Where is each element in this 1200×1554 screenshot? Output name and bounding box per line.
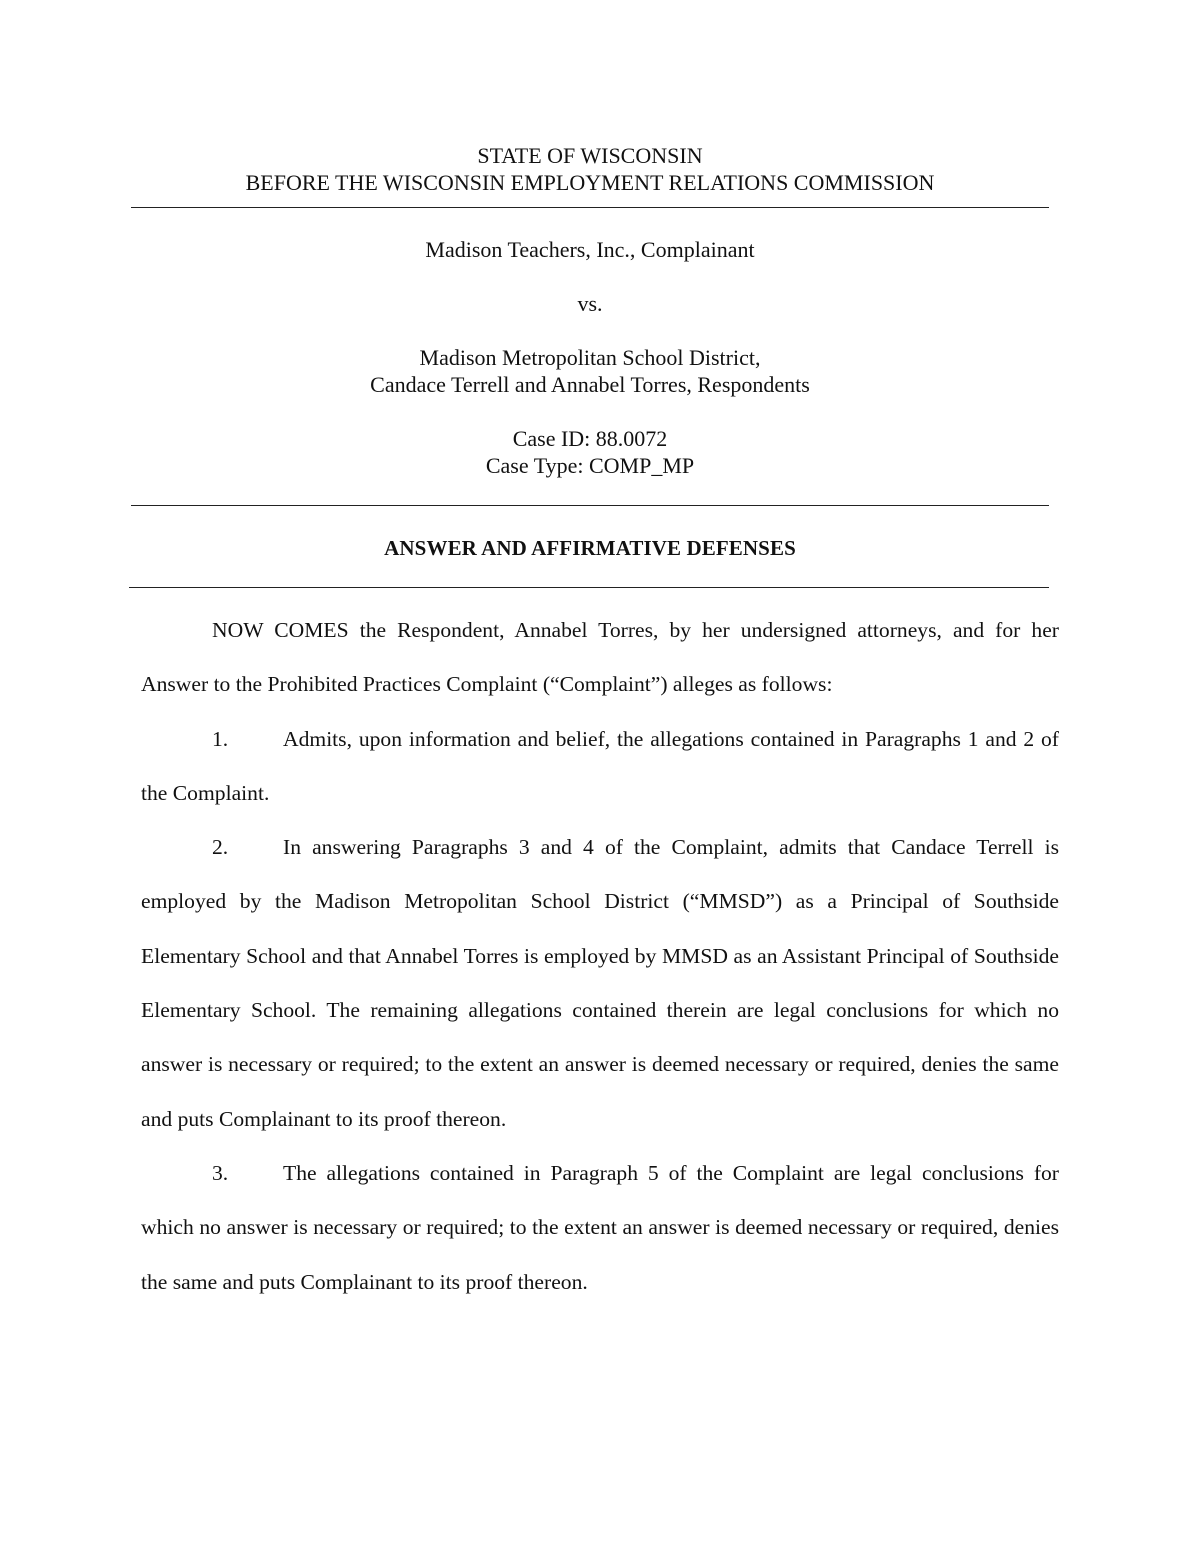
case-id: Case ID: 88.0072 — [512, 426, 668, 451]
title-divider — [129, 587, 1049, 588]
case-type: Case Type: COMP_MP — [485, 453, 695, 478]
top-divider — [131, 207, 1049, 208]
paragraph-text: The allegations contained in Paragraph 5 of the Complaint are legal conclusions for which no answer is necessary or required; to the extent an answer is deemed necessary or required, denies the same and puts Complainant to its proof thereon. — [141, 1160, 1059, 1294]
document-body — [141, 603, 1059, 1309]
respondent-line-1: Madison Metropolitan School District, — [419, 345, 761, 370]
intro-paragraph: NOW COMES the Respondent, Annabel Torres, by her undersigned attorneys, and for her Answer to the Prohibited Practices Complaint (“Complaint”) alleges as follows: — [141, 618, 1059, 697]
paragraph-number: 2. — [212, 835, 229, 860]
caption-divider — [131, 505, 1049, 506]
paragraph-text: In answering Paragraphs 3 and 4 of the Complaint, admits that Candace Terrell is employed by the Madison Metropolitan School District (“MMSD”) as a Principal of Southside Elementary School and that Annabel Torres is employed by MMSD as an Assistant Principal of Southside Elementary School. The remaining allegations contained therein are legal conclusions for which no answer is necessary or required; to the extent an answer is deemed necessary or required, denies the same and puts Complainant to its proof thereon. — [141, 835, 1059, 1131]
numbered-paragraph-3 — [141, 1146, 1059, 1309]
commission-heading: BEFORE THE WISCONSIN EMPLOYMENT RELATIONS COMMISSION — [245, 170, 935, 195]
document-title: ANSWER AND AFFIRMATIVE DEFENSES — [384, 536, 796, 560]
numbered-paragraph-1 — [141, 712, 1059, 821]
respondent-line-2: Candace Terrell and Annabel Torres, Respondents — [370, 372, 810, 397]
complainant-line: Madison Teachers, Inc., Complainant — [425, 237, 755, 262]
paragraph-number: 1. — [212, 726, 229, 751]
versus-line: vs. — [577, 291, 603, 316]
numbered-paragraph-2 — [141, 820, 1059, 1146]
paragraph-text: Admits, upon information and belief, the allegations contained in Paragraphs 1 and 2 of the Complaint. — [141, 726, 1059, 805]
state-heading: STATE OF WISCONSIN — [477, 143, 703, 168]
paragraph-number: 3. — [212, 1160, 229, 1185]
